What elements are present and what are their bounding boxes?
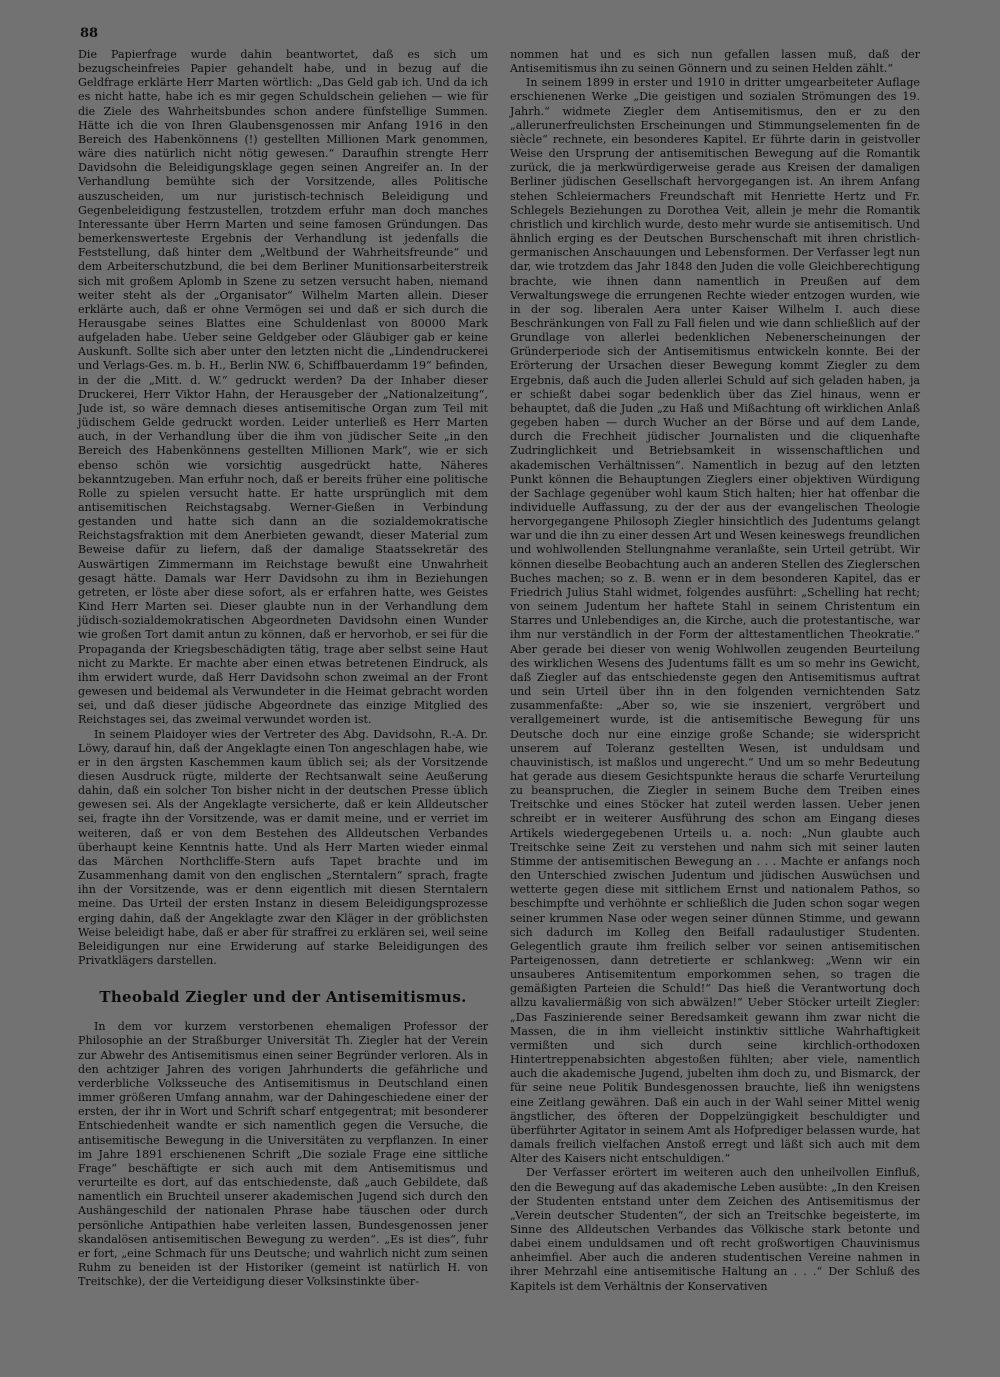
right-paragraph-1: nommen hat und es sich nun gefallen lassen muß, daß der Antisemitismus ihn zu seinen Gönnern und zu seinen Helden zählt.“ <box>510 48 920 76</box>
section-heading: Theobald Ziegler und der Antisemitismus. <box>99 988 467 1007</box>
left-paragraph-3: In dem vor kurzem verstorbenen ehemaligen Professor der Philosophie an der Straßburger Universität Th. Ziegler hat der Verein zur Abwehr des Antisemitismus einen seiner Begründer verloren. Als in den achtziger Jahren des vorigen Jahrhunderts die gefährliche und verderbliche Volksseuche des Antisemitismus in Deutschland einen immer größeren Umfang annahm, war der Dahingeschiedene einer der ersten, der ihr in Wort und Schrift scharf entgegentrat; mit besonderer Entschiedenheit wandte er sich namentlich gegen die Versuche, die antisemitische Bewegung in die Universitäten zu verpflanzen. In einer im Jahre 1891 erschienenen Schrift „Die soziale Frage eine sittliche Frage“ beschäftigte er sich auch mit dem Antisemitismus und verurteilte es dort, auf das entschiedenste, daß „auch Gebildete, daß namentlich ein Bruchteil unserer akademischen Jugend sich durch den Aushängeschild der nationalen Phrase habe täuschen oder durch persönliche Antipathien habe verleiten lassen, Bundesgenossen jener skandalösen antisemitischen Bewegung zu werden“. „Es ist dies“, fuhr er fort, „eine Schmach für uns Deutsche; und wahrlich nicht zum seinen Ruhm zu beneiden ist der Historiker (gemeint ist natürlich H. von Treitschke), der die Verteidigung dieser Volksinstinkte über- <box>78 1020 488 1289</box>
right-column <box>510 48 920 1294</box>
left-paragraph-2: In seinem Plaidoyer wies der Vertreter des Abg. Davidsohn, R.-A. Dr. Löwy, darauf hin, daß der Angeklagte einen Ton angeschlagen habe, wie er in den ärgsten Kaschemmen kaum üblich sei; als der Vorsitzende diesen Ausdruck rügte, milderte der Rechtsanwalt seine Aeußerung dahin, daß ein solcher Ton bisher nicht in der deutschen Presse üblich gewesen sei. Als der Angeklagte versicherte, daß er kein Alldeutscher sei, fragte ihn der Vorsitzende, was er damit meine, und er verriet im weiteren, daß er von dem Bestehen des Alldeutschen Verbandes überhaupt keine Kenntnis hatte. Und als Herr Marten wieder einmal das Märchen Northcliffe-Stern aufs Tapet brachte und im Zusammenhang damit von den englischen „Sterntalern“ sprach, fragte ihn der Vorsitzende, was er denn eigentlich mit diesen Sterntalern meine. Das Urteil der ersten Instanz in diesem Beleidigungsprozesse erging dahin, daß der Angeklagte zwar den Kläger in der gröblichsten Weise beleidigt habe, daß er aber für straffrei zu erklären sei, weil seine Beleidigungen nur eine Erwiderung auf starke Beleidigungen des Privatklägers darstellen. <box>78 727 488 967</box>
right-paragraph-2: In seinem 1899 in erster und 1910 in dritter umgearbeiteter Auflage erschienenen Werke „Die geistigen und sozialen Strömungen des 19. Jahrh.“ widmete Ziegler dem Antisemitismus, den er zu den „allerunerfreulichsten Erscheinungen und Stimmungselementen fin de siècle“ rechnete, ein besonderes Kapitel. Er führte darin in geistvoller Weise den Ursprung der antisemitischen Bewegung auf die Romantik zurück, die ja merkwürdigerweise gerade aus Kreisen der damaligen Berliner jüdischen Gesellschaft hervorgegangen ist. An ihrem Anfang stehen Schleiermachers Freundschaft mit Henriette Hertz und Fr. Schlegels Beziehungen zu Dorothea Veit, allein je mehr die Romantik christlich und kirchlich wurde, desto mehr wurde sie antisemitisch. Und ähnlich erging es der Deutschen Burschenschaft mit ihren christlich-germanischen Anschauungen und Lebensformen. Der Verfasser legt nun dar, wie trotzdem das Jahr 1848 den Juden die volle Gleichberechtigung brachte, wie ihnen dann namentlich in Preußen auf dem Verwaltungswege die errungenen Rechte wieder entzogen wurden, wie in der sog. liberalen Aera unter Kaiser Wilhelm I. auch diese Beschränkungen von Fall zu Fall fielen und wie dann schließlich auf der Grundlage von allerlei bedenklichen Nebenerscheinungen der Gründerperiode sich der Antisemitismus entwickeln konnte. Bei der Erörterung der Ursachen dieser Bewegung kommt Ziegler zu dem Ergebnis, daß auch die Juden allerlei Schuld auf sich geladen haben, ja er schießt dabei sogar bedenklich über das Ziel hinaus, wenn er behauptet, daß die Juden „zu Haß und Mißachtung oft wirklichen Anlaß gegeben haben — durch Wucher an der Börse und auf dem Lande, durch die Frechheit jüdischer Journalisten und die cliquenhafte Zudringlichkeit und Betriebsamkeit in wissenschaftlichen und akademischen Verhältnissen“. Namentlich in bezug auf den letzten Punkt können die Behauptungen Zieglers einer objektiven Würdigung der Sachlage gegenüber wohl kaum Stich halten; hier hat offenbar die individuelle Auffassung, zu der der aus der evangelischen Theologie hervorgegangene Philosoph Ziegler hinsichtlich des Judentums gelangt war und die ihn zu einer dessen Art und Wesen keineswegs freundlichen und wohlwollenden Stellungnahme veranlaßte, sein Urteil getrübt. Wir können dieselbe Beobachtung auch an anderen Stellen des Zieglerschen Buches machen; so z. B. wenn er in dem besonderen Kapitel, das er Friedrich Julius Stahl widmet, folgendes ausführt: „Schelling hat recht; von seinem Judentum her haftete Stahl in seinem Christentum ein Starres und Unlebendiges an, die Kirche, auch die protestantische, war ihm nur verständlich in der Form der alttestamentlichen Theokratie.“ Aber gerade bei dieser von wenig Wohlwollen zeugenden Beurteilung des wirklichen Wesens des Judentums fällt es um so mehr ins Gewicht, daß Ziegler auf das entschiedenste gegen den Antisemitismus auftrat und sein Urteil über ihn in den folgenden vernichtenden Satz zusammenfaßte: „Aber so, wie sie inszeniert, vergröbert und verallgemeinert wurde, ist die antisemitische Bewegung für uns Deutsche doch nur eine einzige große Schande; sie widerspricht unserem auf Toleranz gestellten Wesen, ist unduldsam und chauvinistisch, ist maßlos und ungerecht.“ Und um so mehr Bedeutung hat gerade aus diesem Gesichtspunkte heraus die scharfe Verurteilung zu beanspruchen, die Ziegler in seinem Buche dem Treiben eines Treitschke und eines Stöcker hat zuteil werden lassen. Ueber jenen schreibt er in weiterer Ausführung des schon am Eingang dieses Artikels wiedergegebenen Urteils u. a. noch: „Nun glaubte auch Treitschke seine Zeit zu verstehen und nahm sich mit seiner lauten Stimme der antisemitischen Bewegung an . . . Machte er anfangs noch den Unterschied zwischen Judentum und jüdischen Auswüchsen und wetterte gegen diese mit sittlichem Ernst und nationalem Pathos, so beschimpfte und verhöhnte er schließlich die Juden schon sogar wegen seiner krummen Nase oder wegen seiner dünnen Stimme, und gewann sich dadurch im Kolleg den Beifall radaulustiger Studenten. Gelegentlich graute ihm freilich selber vor seinen antisemitischen Parteigenossen, dann detretierte er schlankweg: „Wenn wir ein unsauberes Antisemitentum emporkommen sehen, so tragen die gemäßigten Parteien die Schuld!“ Das hieß die Verantwortung doch allzu kavaliermäßig von sich abwälzen!“ Ueber Stöcker urteilt Ziegler: „Das Faszinierende seiner Beredsamkeit gewann ihm zwar nicht die Massen, die in ihm vielleicht instinktiv sittliche Wahrhaftigkeit vermißten und sich durch seine kirchlich-orthodoxen Hintertreppenabsichten abgestoßen fühlten; aber viele, namentlich auch die akademische Jugend, jubelten ihm doch zu, und Bismarck, der für seine neue Politik Bundesgenossen brauchte, ließ ihn wenigstens eine Zeitlang gewähren. Daß ein auch in der Wahl seiner Mittel wenig ängstlicher, des öfteren der Doppelzüngigkeit beschuldigter und überführter Agitator in seinem Amt als Hofprediger belassen wurde, hat damals freilich vielfachen Anstoß erregt und läßt sich auch mit dem Alter des Kaisers nicht entschuldigen.“ <box>510 76 920 1166</box>
page-number: 88 <box>80 26 99 41</box>
left-paragraph-1: Die Papierfrage wurde dahin beantwortet, daß es sich um bezugscheinfreies Papier gehandelt habe, und in bezug auf die Geldfrage erklärte Herr Marten wörtlich: „Das Geld gab ich. Und da ich es nicht hatte, habe ich es mir gegen Schuldschein geliehen — wie für die Ziele des Wahrheitsbundes schon andere fünfstellige Summen. Hätte ich die von Ihren Glaubensgenossen mir Anfang 1916 in den Bereich des Habenkönnens (!) gestellten Millionen Mark genommen, wäre dies natürlich nicht nötig gewesen.“ Daraufhin strengte Herr Davidsohn die Beleidigungsklage gegen seinen Angreifer an. In der Verhandlung bemühte sich der Vorsitzende, alles Politische auszuscheiden, um nur juristisch-technisch Beleidigung und Gegenbeleidigung festzustellen, trotzdem erfuhr man doch manches Interessante über Herrn Marten und seine famosen Gründungen. Das bemerkenswerteste Ergebnis der Verhandlung ist jedenfalls die Feststellung, daß hinter dem „Weltbund der Wahrheitsfreunde“ und dem Arbeiterschutzbund, die bei dem Berliner Munitionsarbeiterstreik sich mit großem Aplomb in Szene zu setzen versucht haben, niemand weiter steht als der „Organisator“ Wilhelm Marten allein. Dieser erklärte auch, daß er ohne Vermögen sei und daß er sich durch die Herausgabe seines Blattes eine Schuldenlast von 80000 Mark aufgeladen habe. Ueber seine Geldgeber oder Gläubiger gab er keine Auskunft. Sollte sich aber unter den letzten nicht die „Lindendruckerei und Verlags-Ges. m. b. H., Berlin NW. 6, Schiffbauerdamm 19“ befinden, in der die „Mitt. d. W.“ gedruckt werden? Da der Inhaber dieser Druckerei, Herr Viktor Hahn, der Herausgeber der „Nationalzeitung“, Jude ist, so wäre demnach dieses antisemitische Organ zum Teil mit jüdischem Gelde gedruckt worden. Leider unterließ es Herr Marten auch, in der Verhandlung über die ihm von jüdischer Seite „in den Bereich des Habenkönnens gestellten Millionen Mark“, wie er sich ebenso schön wie vorsichtig ausgedrückt hatte, Näheres bekanntzugeben. Man erfuhr noch, daß er bereits früher eine politische Rolle zu spielen versucht hatte. Er hatte ursprünglich mit dem antisemitischen Reichstagsabg. Werner-Gießen in Verbindung gestanden und hatte sich dann an die sozialdemokratische Reichstagsfraktion mit dem Anerbieten gewandt, dieser Material zum Beweise dafür zu liefern, daß der damalige Staatssekretär des Auswärtigen Zimmermann im Reichstage bewußt eine Unwahrheit gesagt hätte. Damals war Herr Davidsohn zu ihm in Beziehungen getreten, er löste aber diese sofort, als er erfahren hatte, wes Geistes Kind Herr Marten sei. Dieser glaubte nun in der Verhandlung dem jüdisch-sozialdemokratischen Abgeordneten Davidsohn einen Wunder wie großen Tort damit antun zu können, daß er hervorhob, er sei für die Propaganda der Kriegsbeschädigten tätig, trage aber selbst seine Haut nicht zu Markte. Er machte aber einen etwas betretenen Eindruck, als ihm erwidert wurde, daß Herr Davidsohn schon zweimal an der Front gewesen und beidemal als Verwundeter in die Heimat gebracht worden sei, und daß dieser jüdische Abgeordnete das einzige Mitglied des Reichstages sei, das zweimal verwundet worden ist. <box>78 48 488 727</box>
right-paragraph-3: Der Verfasser erörtert im weiteren auch den unheilvollen Einfluß, den die Bewegung auf das akademische Leben ausübte: „In den Kreisen der Studenten entstand unter dem Zeichen des Antisemitismus der „Verein deutscher Studenten“, der sich an Treitschke begeisterte, im Sinne des Alldeutschen Verbandes das Völkische stark betonte und dabei einem unduldsamen und oft recht großwortigen Chauvinismus anheimfiel. Aber auch die anderen studentischen Vereine nahmen in ihrer Mehrzahl eine antisemitische Haltung an . . .“ Der Schluß des Kapitels ist dem Verhältnis der Konservativen <box>510 1166 920 1293</box>
left-column <box>78 48 488 1289</box>
